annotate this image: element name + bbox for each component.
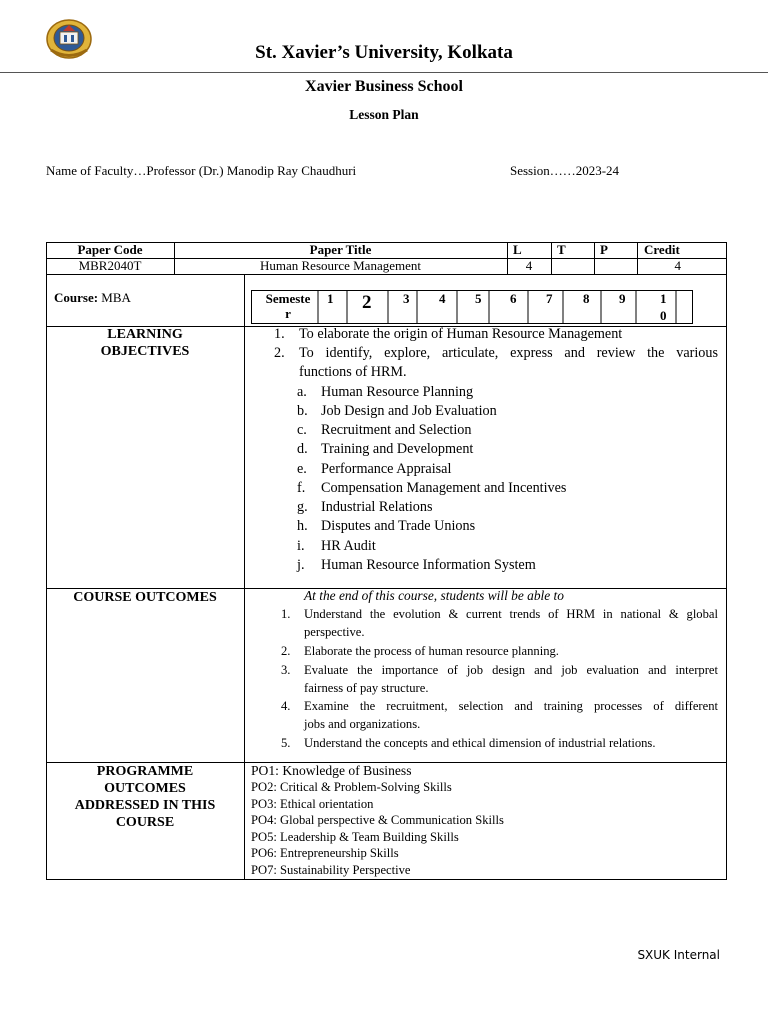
semester-label: Semeste r (265, 291, 311, 321)
list-item: PO3: Ethical orientation (251, 797, 374, 811)
list-item: PO5: Leadership & Team Building Skills (251, 830, 459, 844)
list-item: Evaluate the importance of job design and job evaluation and interpret (304, 663, 718, 677)
semester-7: 7 (546, 291, 553, 306)
list-item: Performance Appraisal (321, 461, 452, 477)
list-item-letter: j. (297, 557, 305, 573)
header-l: L (513, 242, 522, 257)
list-item-letter: e. (297, 461, 307, 477)
document-title: Lesson Plan (349, 107, 419, 122)
semester-10-digit-1: 1 (660, 291, 667, 306)
semester-10-digit-2: 0 (660, 308, 667, 323)
list-item-letter: i. (297, 538, 305, 554)
list-item-number: 4. (281, 699, 291, 713)
header-divider (0, 72, 768, 73)
semester-8: 8 (583, 291, 590, 306)
list-item: Disputes and Trade Unions (321, 518, 476, 534)
l-value: 4 (525, 258, 533, 273)
university-title: St. Xavier’s University, Kolkata (255, 42, 513, 63)
objective-2-number: 2. (274, 345, 285, 361)
list-item-continuation: perspective. (304, 625, 365, 639)
list-item: Elaborate the process of human resource planning. (304, 644, 559, 658)
course-outcomes-intro: At the end of this course, students will be able to (304, 588, 564, 603)
session-year: Session……2023-24 (510, 163, 620, 178)
header-p: P (600, 242, 608, 257)
list-item: PO2: Critical & Problem-Solving Skills (251, 780, 452, 794)
list-item-number: 3. (281, 663, 291, 677)
semester-9: 9 (619, 291, 626, 306)
semester-4: 4 (439, 291, 446, 306)
list-item: Human Resource Planning (321, 384, 474, 400)
faculty-name: Name of Faculty…Professor (Dr.) Manodip Ray Chaudhuri (46, 163, 357, 178)
list-item-letter: b. (297, 403, 308, 419)
learning-objectives-title: LEARNING OBJECTIVES (100, 327, 190, 359)
semester-1: 1 (327, 291, 334, 306)
header-credit: Credit (644, 242, 680, 257)
semester-2: 2 (362, 292, 372, 313)
semester-6: 6 (510, 291, 517, 306)
list-item: Human Resource Information System (321, 557, 536, 573)
programme-outcomes-title: PROGRAMME OUTCOMES ADDRESSED IN THIS COURSE (74, 764, 216, 830)
list-item: Examine the recruitment, selection and training processes of different (304, 699, 718, 713)
objective-2-text-line2: functions of HRM. (299, 364, 407, 380)
list-item: Job Design and Job Evaluation (321, 403, 497, 419)
list-item-number: 5. (281, 736, 291, 750)
list-item: Understand the concepts and ethical dimension of industrial relations. (304, 736, 656, 750)
list-item-letter: c. (297, 422, 307, 438)
objective-1-text: To elaborate the origin of Human Resource Management (299, 326, 623, 342)
course-field (54, 290, 131, 305)
paper-title-value: Human Resource Management (259, 258, 421, 273)
credit-value: 4 (674, 258, 681, 273)
objective-1-number: 1. (274, 326, 285, 342)
list-item-letter: d. (297, 441, 308, 457)
list-item: PO6: Entrepreneurship Skills (251, 846, 399, 860)
list-item: Industrial Relations (321, 499, 433, 515)
list-item-continuation: fairness of pay structure. (304, 681, 429, 695)
list-item-continuation: jobs and organizations. (304, 717, 421, 731)
semester-3: 3 (403, 291, 410, 306)
list-item-letter: a. (297, 384, 307, 400)
list-item: PO1: Knowledge of Business (251, 763, 412, 778)
list-item-number: 2. (281, 644, 291, 658)
course-outcomes-title: COURSE OUTCOMES (73, 590, 217, 605)
header-paper-code: Paper Code (77, 242, 143, 257)
list-item: HR Audit (321, 538, 376, 554)
list-item-letter: h. (297, 518, 308, 534)
list-item-letter: g. (297, 499, 308, 515)
paper-code-value: MBR2040T (78, 258, 142, 273)
objective-2-text-line1: To identify, explore, articulate, express and review the various (299, 345, 718, 361)
school-name: Xavier Business School (305, 78, 463, 95)
list-item: PO7: Sustainability Perspective (251, 863, 411, 877)
list-item: Understand the evolution & current trends of HRM in national & global (304, 607, 718, 621)
footer-classification: SXUK Internal (637, 948, 720, 962)
list-item: Recruitment and Selection (321, 422, 472, 438)
semester-5: 5 (475, 291, 482, 306)
list-item-letter: f. (297, 480, 306, 496)
course-label: Course: (54, 290, 99, 305)
header-paper-title: Paper Title (309, 242, 372, 257)
list-item: Compensation Management and Incentives (321, 480, 567, 496)
list-item-number: 1. (281, 607, 291, 621)
list-item: PO4: Global perspective & Communication Skills (251, 813, 504, 827)
list-item: Training and Development (321, 441, 474, 457)
course-value: MBA (101, 290, 131, 305)
header-t: T (557, 242, 566, 257)
